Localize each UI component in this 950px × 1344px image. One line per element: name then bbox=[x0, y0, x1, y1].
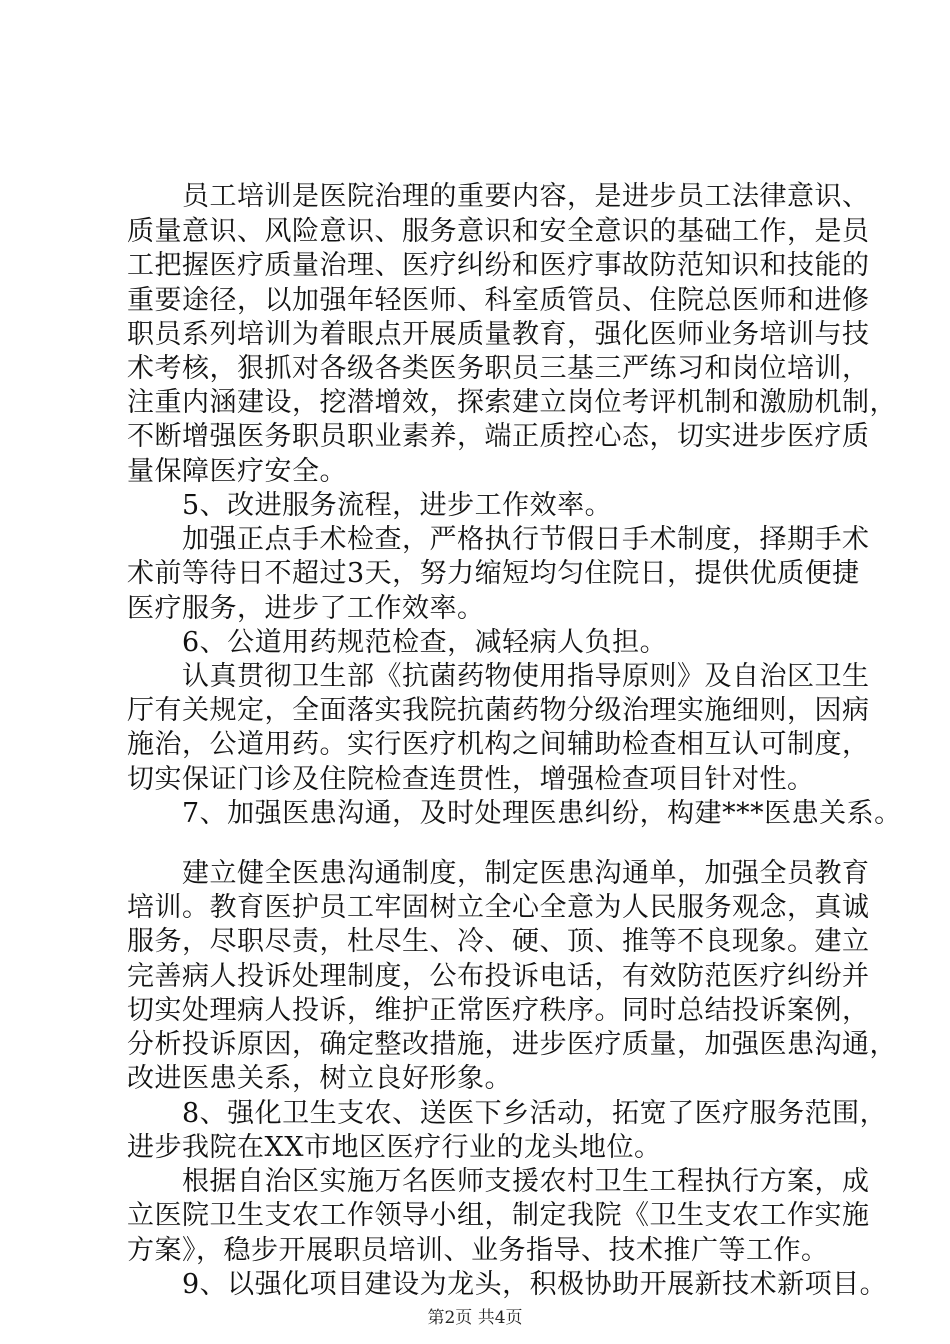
paragraph-line: 加强正点手术检查，严格执行节假日手术制度，择期手术 bbox=[182, 524, 870, 555]
paragraph-line: 培训。教育医护员工牢固树立全心全意为人民服务观念，真诚 bbox=[127, 892, 870, 923]
paragraph-line: 完善病人投诉处理制度，公布投诉电话，有效防范医疗纠纷并 bbox=[127, 961, 870, 992]
paragraph-line: 注重内涵建设，挖潜增效，探索建立岗位考评机制和激励机制， bbox=[127, 387, 897, 418]
paragraph-line: 认真贯彻卫生部《抗菌药物使用指导原则》及自治区卫生 bbox=[182, 661, 870, 692]
paragraph-line: 切实处理病人投诉，维护正常医疗秩序。同时总结投诉案例， bbox=[127, 995, 870, 1026]
paragraph-line: 改进医患关系，树立良好形象。 bbox=[127, 1063, 512, 1094]
paragraph-line: 重要途径，以加强年轻医师、科室质管员、住院总医师和进修 bbox=[127, 285, 870, 316]
paragraph-line: 职员系列培训为着眼点开展质量教育，强化医师业务培训与技 bbox=[127, 319, 870, 350]
paragraph-line: 服务，尽职尽责，杜尽生、冷、硬、顶、推等不良现象。建立 bbox=[127, 926, 870, 957]
paragraph-line: 术考核，狠抓对各级各类医务职员三基三严练习和岗位培训， bbox=[127, 353, 870, 384]
paragraph-line: 分析投诉原因，确定整改措施，进步医疗质量，加强医患沟通， bbox=[127, 1029, 897, 1060]
paragraph-line: 医疗服务，进步了工作效率。 bbox=[127, 593, 485, 624]
paragraph-line: 立医院卫生支农工作领导小组，制定我院《卫生支农工作实施 bbox=[127, 1200, 870, 1231]
paragraph-line: 进步我院在XX市地区医疗行业的龙头地位。 bbox=[127, 1132, 662, 1163]
paragraph-line: 厅有关规定，全面落实我院抗菌药物分级治理实施细则，因病 bbox=[127, 695, 870, 726]
paragraph-line: 术前等待日不超过3天，努力缩短均匀住院日，提供优质便捷 bbox=[127, 558, 860, 589]
paragraph-line: 8、强化卫生支农、送医下乡活动，拓宽了医疗服务范围， bbox=[182, 1098, 888, 1129]
paragraph-line: 员工培训是医院治理的重要内容，是进步员工法律意识、 bbox=[182, 181, 870, 212]
paragraph-line: 质量意识、风险意识、服务意识和安全意识的基础工作，是员 bbox=[127, 216, 870, 247]
paragraph-line: 5、改进服务流程，进步工作效率。 bbox=[182, 490, 613, 521]
paragraph-line: 不断增强医务职员职业素养，端正质控心态，切实进步医疗质 bbox=[127, 421, 870, 452]
paragraph-line: 量保障医疗安全。 bbox=[127, 456, 347, 487]
paragraph-line: 建立健全医患沟通制度，制定医患沟通单，加强全员教育 bbox=[182, 858, 870, 889]
page-footer: 第2页 共4页 bbox=[427, 1308, 523, 1328]
paragraph-line: 9、以强化项目建设为龙头，积极协助开展新技术新项目。 bbox=[182, 1269, 888, 1300]
paragraph-line: 7、加强医患沟通，及时处理医患纠纷，构建***医患关系。 bbox=[182, 798, 902, 829]
paragraph-line: 施治，公道用药。实行医疗机构之间辅助检查相互认可制度， bbox=[127, 729, 870, 760]
paragraph-line: 切实保证门诊及住院检查连贯性，增强检查项目针对性。 bbox=[127, 764, 815, 795]
paragraph-line: 根据自治区实施万名医师支援农村卫生工程执行方案，成 bbox=[182, 1166, 870, 1197]
paragraph-line: 6、公道用药规范检查，减轻病人负担。 bbox=[182, 627, 668, 658]
paragraph-line: 方案》，稳步开展职员培训、业务指导、技术推广等工作。 bbox=[127, 1235, 829, 1266]
paragraph-line: 工把握医疗质量治理、医疗纠纷和医疗事故防范知识和技能的 bbox=[127, 250, 870, 281]
